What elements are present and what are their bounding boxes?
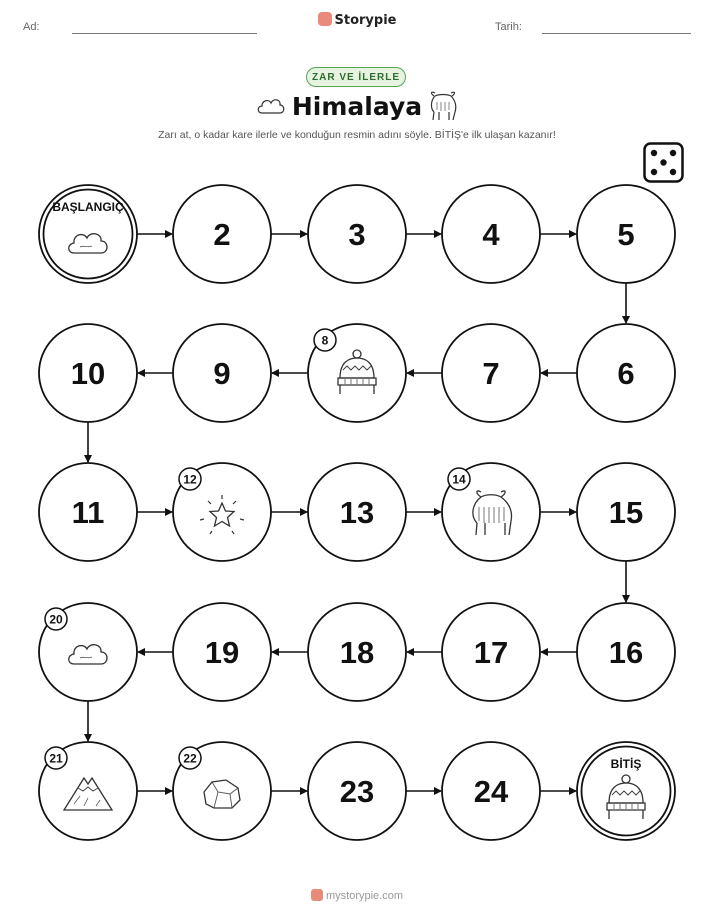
space-number: 17 xyxy=(473,635,509,670)
name-label: Ad: xyxy=(23,21,40,33)
start-space xyxy=(39,185,137,283)
board-space-2 xyxy=(173,185,271,283)
space-number: 19 xyxy=(204,635,240,670)
space-number-badge-label: 20 xyxy=(49,612,63,627)
space-number: 18 xyxy=(339,635,375,670)
space-number: 16 xyxy=(608,635,644,670)
board-space-6 xyxy=(577,324,675,422)
board-space-21 xyxy=(39,742,137,840)
board-space-3 xyxy=(308,185,406,283)
storypie-logo-icon xyxy=(311,889,323,901)
space-number: 2 xyxy=(213,217,231,252)
board-space-4 xyxy=(442,185,540,283)
date-label: Tarih: xyxy=(495,21,522,33)
footer xyxy=(0,889,714,902)
board-space-13 xyxy=(308,463,406,561)
board-space-5 xyxy=(577,185,675,283)
space-number: 10 xyxy=(70,356,106,391)
finish-space xyxy=(577,742,675,840)
space-number: 6 xyxy=(617,356,635,391)
finish-label: BİTİŞ xyxy=(610,757,642,771)
footer-url: mystorypie.com xyxy=(325,890,404,902)
board-space-15 xyxy=(577,463,675,561)
board-space-23 xyxy=(308,742,406,840)
board-space-18 xyxy=(308,603,406,701)
board-space-11 xyxy=(39,463,137,561)
space-number-badge-label: 12 xyxy=(183,472,197,487)
space-number: 11 xyxy=(71,495,105,530)
activity-badge: ZAR VE İLERLE xyxy=(306,67,406,87)
page-title: Himalaya xyxy=(291,92,423,121)
board-space-20 xyxy=(39,603,137,701)
space-number: 3 xyxy=(348,217,366,252)
board-space-7 xyxy=(442,324,540,422)
board-space-22 xyxy=(173,742,271,840)
space-number-badge-label: 8 xyxy=(321,333,329,348)
brand-name: Storypie xyxy=(334,13,397,28)
board-space-14 xyxy=(442,463,540,561)
space-number-badge-label: 14 xyxy=(452,472,466,487)
space-number-badge-label: 21 xyxy=(49,751,63,766)
space-number: 13 xyxy=(339,495,375,530)
board-space-8 xyxy=(308,324,406,422)
space-number: 9 xyxy=(213,356,231,391)
space-number: 5 xyxy=(617,217,635,252)
space-number: 15 xyxy=(608,495,644,530)
space-number-badge-label: 22 xyxy=(183,751,197,766)
board-space-19 xyxy=(173,603,271,701)
space-number: 23 xyxy=(339,774,375,809)
space-number: 7 xyxy=(482,356,500,391)
space-number: 24 xyxy=(473,774,509,809)
board-space-10 xyxy=(39,324,137,422)
board-space-17 xyxy=(442,603,540,701)
board-space-12 xyxy=(173,463,271,561)
board-space-24 xyxy=(442,742,540,840)
space-number: 4 xyxy=(482,217,500,252)
start-label: BAŞLANGIÇ xyxy=(52,200,124,214)
board-space-16 xyxy=(577,603,675,701)
instructions: Zarı at, o kadar kare ilerle ve konduğun resmin adını söyle. BİTİŞ'e ilk ulaşan kazanır! xyxy=(158,129,556,141)
board-space-9 xyxy=(173,324,271,422)
